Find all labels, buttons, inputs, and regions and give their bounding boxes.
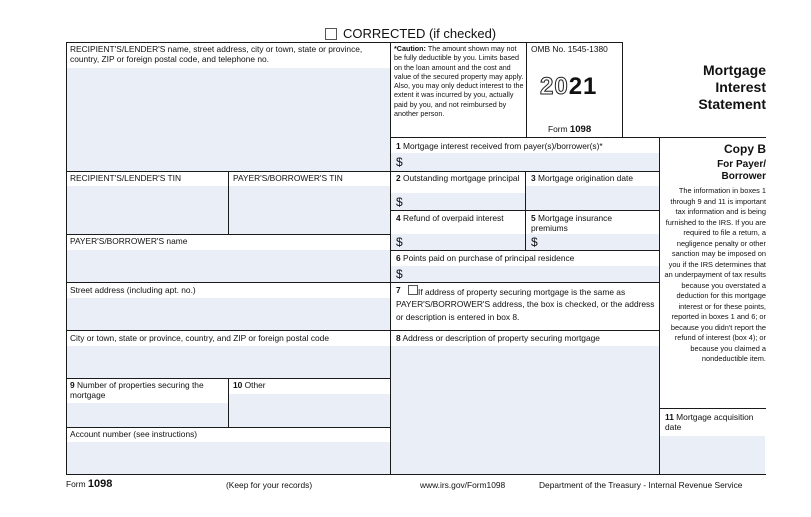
box3-field[interactable] [526, 186, 659, 210]
box2-label: 2 Outstanding mortgage principal [396, 173, 520, 183]
omb-number: OMB No. 1545-1380 [531, 44, 608, 54]
box1-field[interactable] [391, 153, 659, 171]
recipient-name-label: RECIPIENT'S/LENDER'S name, street address, city or town, state or province, country, ZIP or foreign postal code, and telephone no. [70, 44, 363, 64]
street-address-field[interactable] [66, 298, 390, 330]
box9-field[interactable] [66, 403, 228, 427]
box7-label: If address of property securing mortgage is the same as PAYER'S/BORROWER'S address, the box is checked, or the address or description is entered in box 8. [396, 287, 655, 322]
city-label: City or town, state or province, country, and ZIP or foreign postal code [70, 333, 329, 343]
recipient-tin-field[interactable] [66, 186, 228, 234]
copy-b-title: Copy B [724, 142, 766, 156]
box6-field[interactable] [391, 266, 659, 282]
tax-year: 2021 [540, 73, 598, 100]
box2-field[interactable] [391, 193, 525, 210]
copy-b-notice: The information in boxes 1 through 9 and 11 is important tax information and is being furnished to the IRS. If you are required to file a return, a negligence penalty or other sanction may be imposed on you if the IRS determines that an underpayment of tax results because you overstated a deduction for this mortgage interest or for these points, reported in boxes 1 and 6; or because you didn't report the refund of interest (box 4); or because you claimed a nondeductible item. [664, 186, 766, 363]
box6-dollar: $ [396, 267, 403, 281]
form-title: Mortgage Interest Statement [698, 62, 766, 112]
box5-dollar: $ [531, 235, 538, 249]
box8-field[interactable] [391, 346, 659, 474]
box5-field[interactable] [526, 234, 659, 250]
footer-form-number: Form 1098 [66, 478, 113, 490]
account-number-field[interactable] [66, 442, 390, 474]
box10-label: 10 Other [233, 380, 266, 390]
box10-field[interactable] [229, 394, 390, 427]
recipient-tin-label: RECIPIENT'S/LENDER'S TIN [70, 173, 182, 183]
street-address-label: Street address (including apt. no.) [70, 285, 196, 295]
box3-label: 3 Mortgage origination date [531, 173, 633, 183]
box4-field[interactable] [391, 234, 525, 250]
box8-label: 8 Address or description of property securing mortgage [396, 333, 600, 343]
box4-dollar: $ [396, 235, 403, 249]
form-number-top: Form 1098 [548, 124, 592, 135]
box9-label: 9 Number of properties securing the mortgage [70, 380, 204, 400]
caution-text: *Caution: The amount shown may not be fully deductible by you. Limits based on the loan amount and the cost and value of the secured property may apply. Also, you may only deduct interest to the extent it was incurred by you, actually paid by you, and not reimbursed by another person. [394, 44, 524, 119]
footer-keep-records: (Keep for your records) [226, 480, 313, 490]
recipient-name-field[interactable] [66, 68, 390, 171]
box5-label: 5 Mortgage insurance premiums [531, 213, 613, 233]
footer-department: Department of the Treasury - Internal Revenue Service [539, 480, 743, 490]
box2-dollar: $ [396, 195, 403, 209]
payer-name-field[interactable] [66, 250, 390, 282]
corrected-checkbox[interactable] [325, 28, 337, 40]
copy-for-payer: For Payer/ Borrower [717, 159, 766, 182]
box11-field[interactable] [660, 436, 765, 474]
box11-label: 11 Mortgage acquisition date [665, 412, 754, 432]
payer-tin-field[interactable] [229, 186, 390, 234]
city-field[interactable] [66, 346, 390, 378]
box1-dollar: $ [396, 155, 403, 169]
payer-tin-label: PAYER'S/BORROWER'S TIN [233, 173, 343, 183]
footer-url[interactable]: www.irs.gov/Form1098 [420, 480, 506, 490]
account-number-label: Account number (see instructions) [70, 429, 198, 439]
corrected-label: CORRECTED (if checked) [343, 26, 497, 41]
box4-label: 4 Refund of overpaid interest [396, 213, 504, 223]
box1-label: 1 Mortgage interest received from payer(s)/borrower(s)* [396, 141, 603, 151]
box6-label: 6 Points paid on purchase of principal residence [396, 253, 575, 263]
box7-number: 7 [396, 285, 401, 295]
payer-name-label: PAYER'S/BORROWER'S name [70, 236, 188, 246]
